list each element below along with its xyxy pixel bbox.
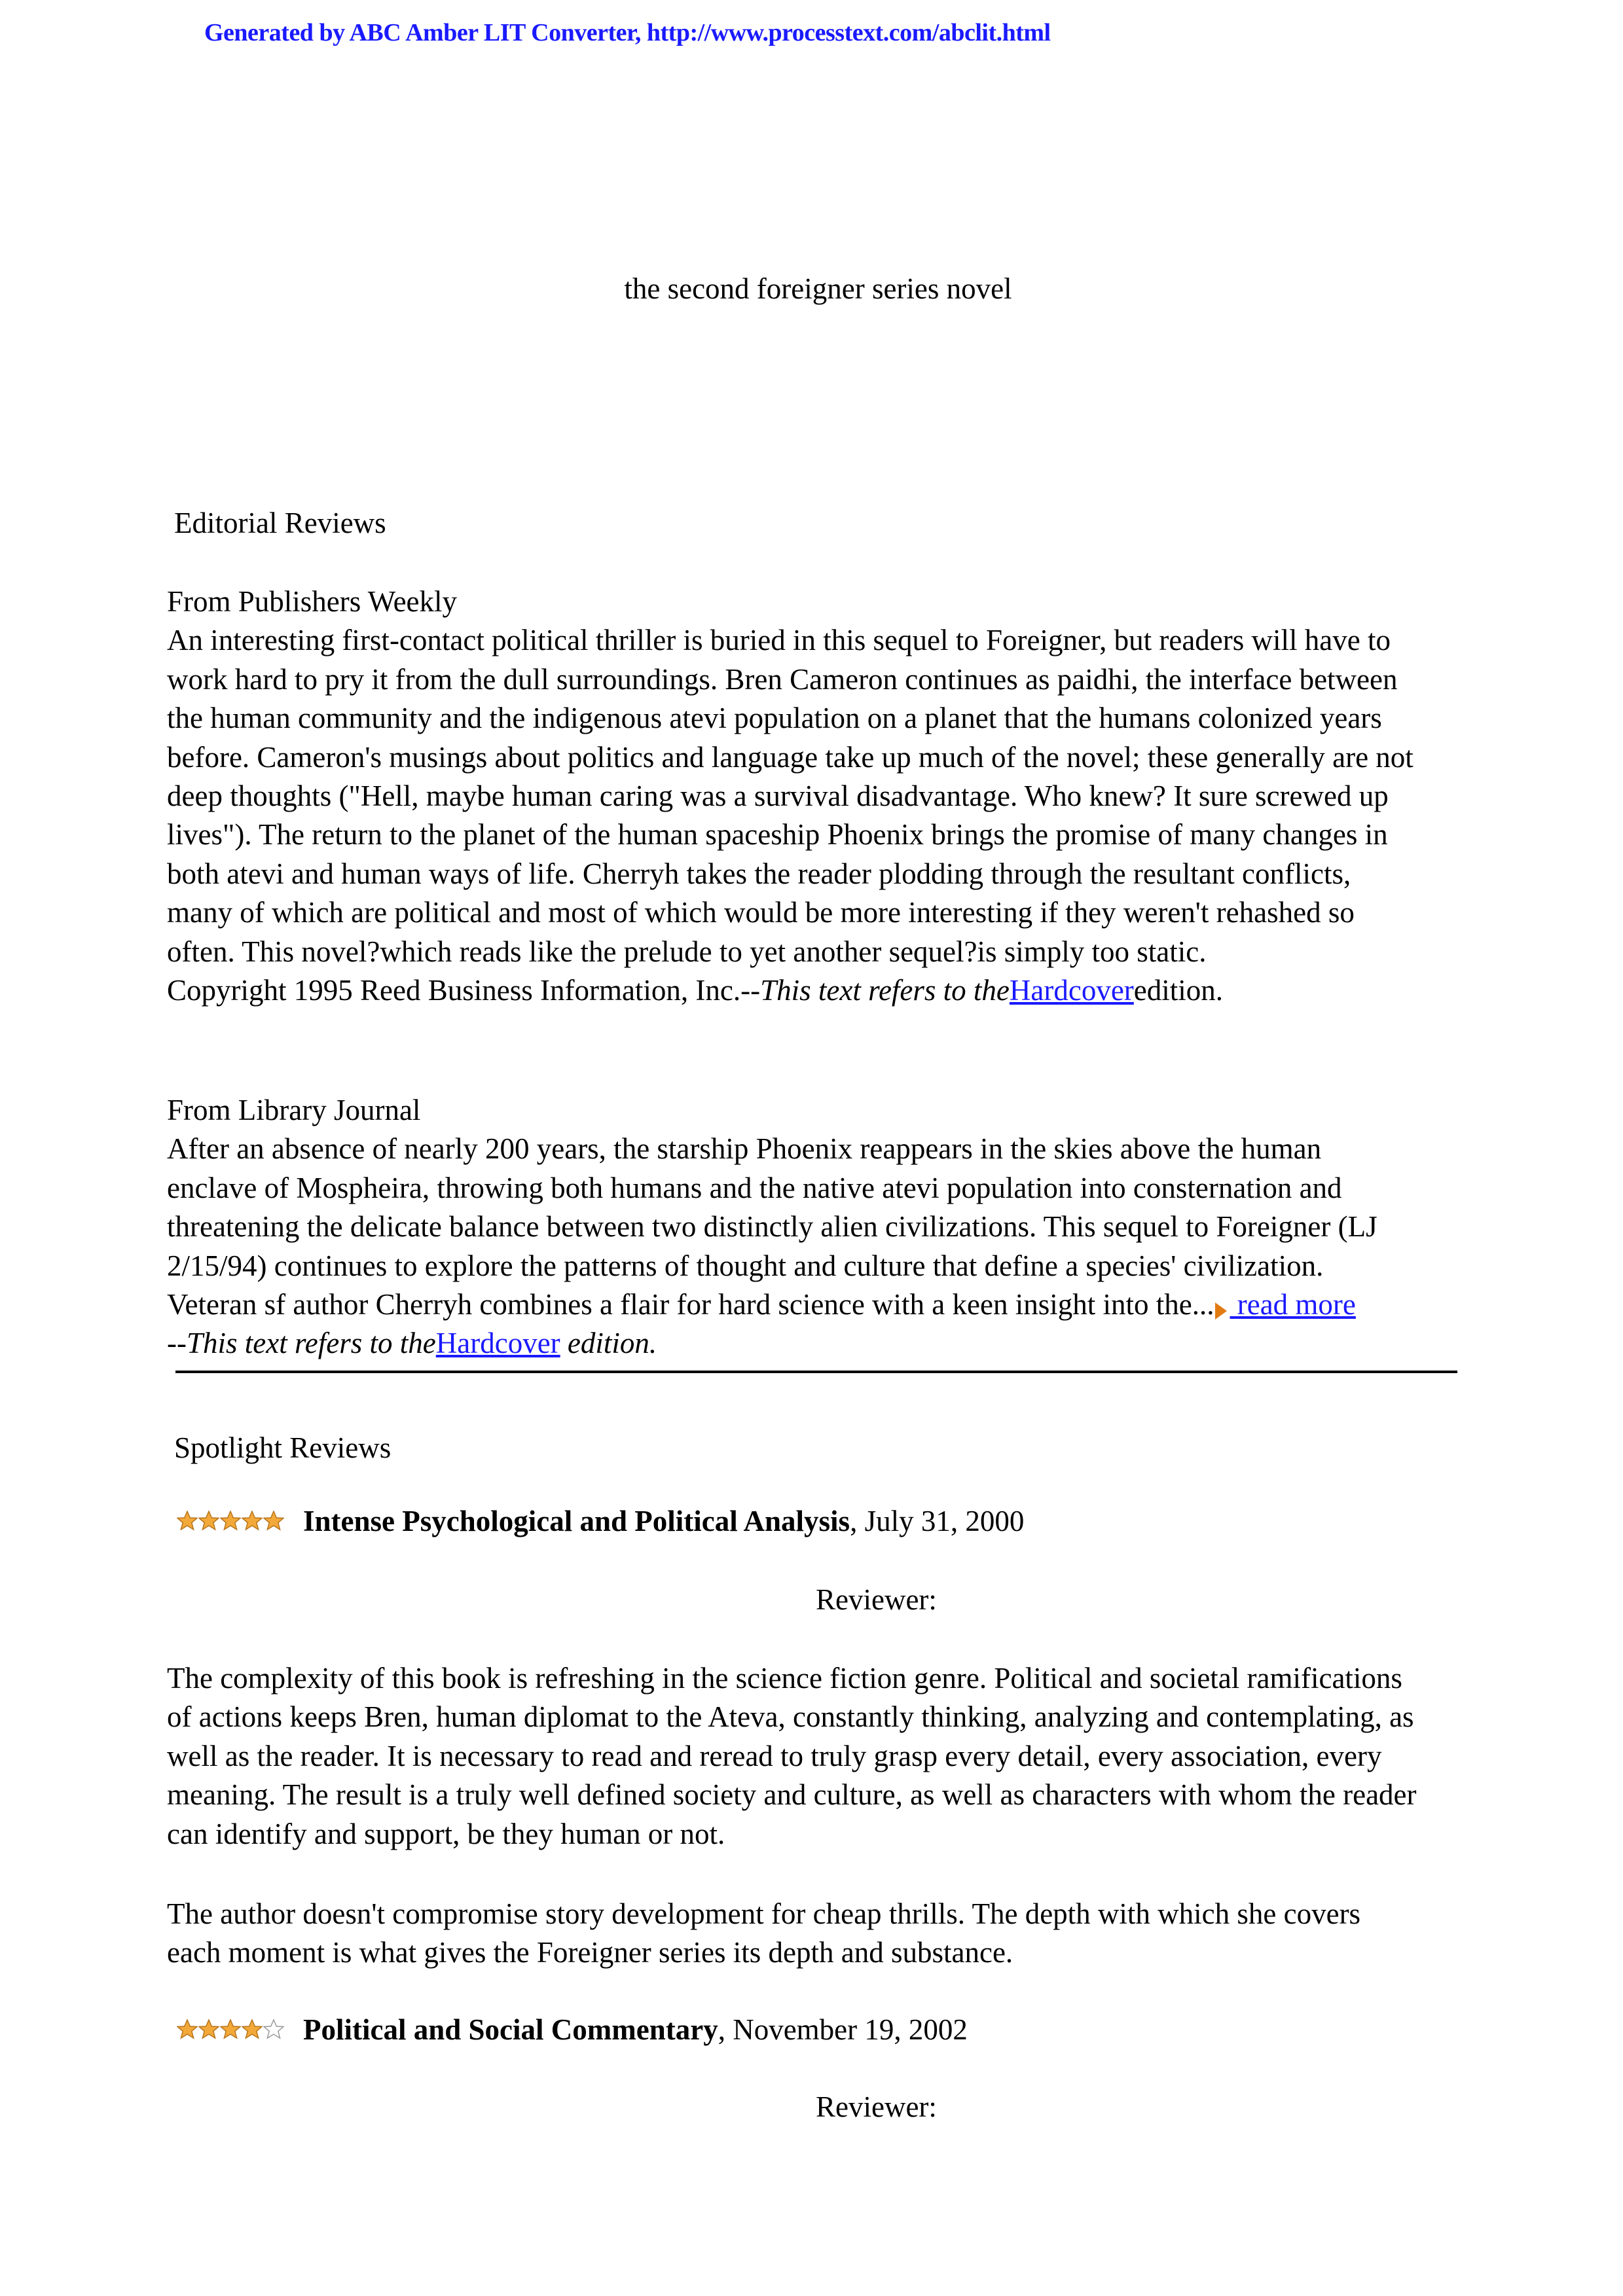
review-line: each moment is what gives the Foreigner series its depth and substance. bbox=[167, 1936, 1013, 1969]
review-line: meaning. The result is a truly well defined society and culture, as well as characters with whom the reader bbox=[167, 1778, 1417, 1812]
refers-line bbox=[167, 1324, 1476, 1363]
review-line-last bbox=[167, 1285, 1476, 1324]
review-line: lives"). The return to the planet of the human spaceship Phoenix brings the promise of many changes in bbox=[167, 818, 1388, 852]
refers-text: This text refers to the bbox=[760, 974, 1010, 1007]
star-filled-icon bbox=[220, 1511, 241, 1532]
reviewer-label: Reviewer: bbox=[816, 2090, 937, 2123]
review-line: 2/15/94) continues to explore the patterns of thought and culture that define a species' civilization. bbox=[167, 1249, 1324, 1282]
spotlight-review-title-2 bbox=[177, 2013, 968, 2047]
copyright-line bbox=[167, 971, 1476, 1010]
star-rating bbox=[177, 2019, 285, 2040]
editorial-heading-block bbox=[167, 504, 1476, 543]
review-line: Veteran sf author Cherryh combines a flair for hard science with a keen insight into the... bbox=[167, 1288, 1214, 1321]
review-date: , November 19, 2002 bbox=[718, 2013, 968, 2046]
spotlight-review-body-1 bbox=[167, 1659, 1476, 1854]
editorial-reviews-heading: Editorial Reviews bbox=[174, 507, 386, 539]
review-line: the human community and the indigenous atevi population on a planet that the humans colonized years bbox=[167, 702, 1382, 735]
review-line: An interesting first-contact political thriller is buried in this sequel to Foreigner, but readers will have to bbox=[167, 624, 1391, 657]
refers-text: --This text refers to the bbox=[167, 1327, 436, 1360]
library-journal-review bbox=[167, 1091, 1476, 1363]
review-line: of actions keeps Bren, human diplomat to the Ateva, constantly thinking, analyzing and contemplating, as bbox=[167, 1700, 1414, 1734]
review-line: work hard to pry it from the dull surroundings. Bren Cameron continues as paidhi, the interface between bbox=[167, 662, 1398, 696]
review-line: both atevi and human ways of life. Cherryh takes the reader plodding through the resultant conflicts, bbox=[167, 857, 1351, 890]
reviewer-label: Reviewer: bbox=[816, 1583, 937, 1616]
star-filled-icon bbox=[177, 2019, 198, 2040]
star-filled-icon bbox=[242, 2019, 263, 2040]
edition-text: edition. bbox=[560, 1327, 657, 1360]
subtitle: the second foreigner series novel bbox=[624, 272, 1012, 305]
hardcover-link[interactable]: Hardcover bbox=[1009, 974, 1134, 1007]
spotlight-reviews-heading: Spotlight Reviews bbox=[174, 1431, 392, 1464]
review-line: After an absence of nearly 200 years, the starship Phoenix reappears in the skies above the human bbox=[167, 1132, 1322, 1166]
review-line: The complexity of this book is refreshing in the science fiction genre. Political and societal ramifications bbox=[167, 1662, 1402, 1695]
review-source: From Publishers Weekly bbox=[167, 585, 458, 618]
copyright-text: Copyright 1995 Reed Business Information, Inc.-- bbox=[167, 974, 761, 1007]
spotlight-review-title-1 bbox=[177, 1504, 1024, 1538]
star-filled-icon bbox=[220, 2019, 241, 2040]
review-line: well as the reader. It is necessary to read and reread to truly grasp every detail, every association, every bbox=[167, 1739, 1382, 1772]
star-filled-icon bbox=[177, 1511, 198, 1532]
publishers-weekly-review bbox=[167, 583, 1476, 1010]
review-line: often. This novel?which reads like the prelude to yet another sequel?is simply too static. bbox=[167, 935, 1207, 968]
review-line: before. Cameron's musings about politics and language take up much of the novel; these generally are not bbox=[167, 740, 1413, 774]
hardcover-link[interactable]: Hardcover bbox=[435, 1327, 560, 1360]
review-date: , July 31, 2000 bbox=[850, 1505, 1025, 1537]
star-filled-icon bbox=[198, 1511, 219, 1532]
review-source: From Library Journal bbox=[167, 1094, 421, 1126]
spotlight-heading-block bbox=[167, 1429, 1476, 1467]
star-filled-icon bbox=[198, 2019, 219, 2040]
star-filled-icon bbox=[263, 1511, 284, 1532]
arrow-right-icon bbox=[1215, 1302, 1227, 1319]
review-line: many of which are political and most of which would be more interesting if they weren't rehashed so bbox=[167, 896, 1355, 929]
star-empty-icon bbox=[263, 2019, 284, 2040]
review-line: deep thoughts ("Hell, maybe human caring was a survival disadvantage. Who knew? It sure screwed up bbox=[167, 780, 1389, 813]
read-more-link[interactable]: read more bbox=[1230, 1288, 1356, 1321]
review-line: can identify and support, be they human or not. bbox=[167, 1817, 725, 1850]
converter-banner: Generated by ABC Amber LIT Converter, http://www.processtext.com/abclit.html bbox=[204, 19, 1051, 46]
star-filled-icon bbox=[242, 1511, 263, 1532]
review-title: Intense Psychological and Political Analysis bbox=[303, 1505, 850, 1537]
star-rating bbox=[177, 1511, 285, 1532]
edition-text: edition. bbox=[1133, 974, 1224, 1007]
review-line: enclave of Mospheira, throwing both humans and the native atevi population into consternation and bbox=[167, 1171, 1342, 1204]
review-title: Political and Social Commentary bbox=[303, 2013, 718, 2046]
review-line: threatening the delicate balance between two distinctly alien civilizations. This sequel to Foreigner (LJ bbox=[167, 1210, 1377, 1244]
spotlight-review-body-1b bbox=[167, 1895, 1476, 1973]
section-divider bbox=[175, 1371, 1457, 1373]
review-line: The author doesn't compromise story development for cheap thrills. The depth with which she covers bbox=[167, 1897, 1361, 1930]
